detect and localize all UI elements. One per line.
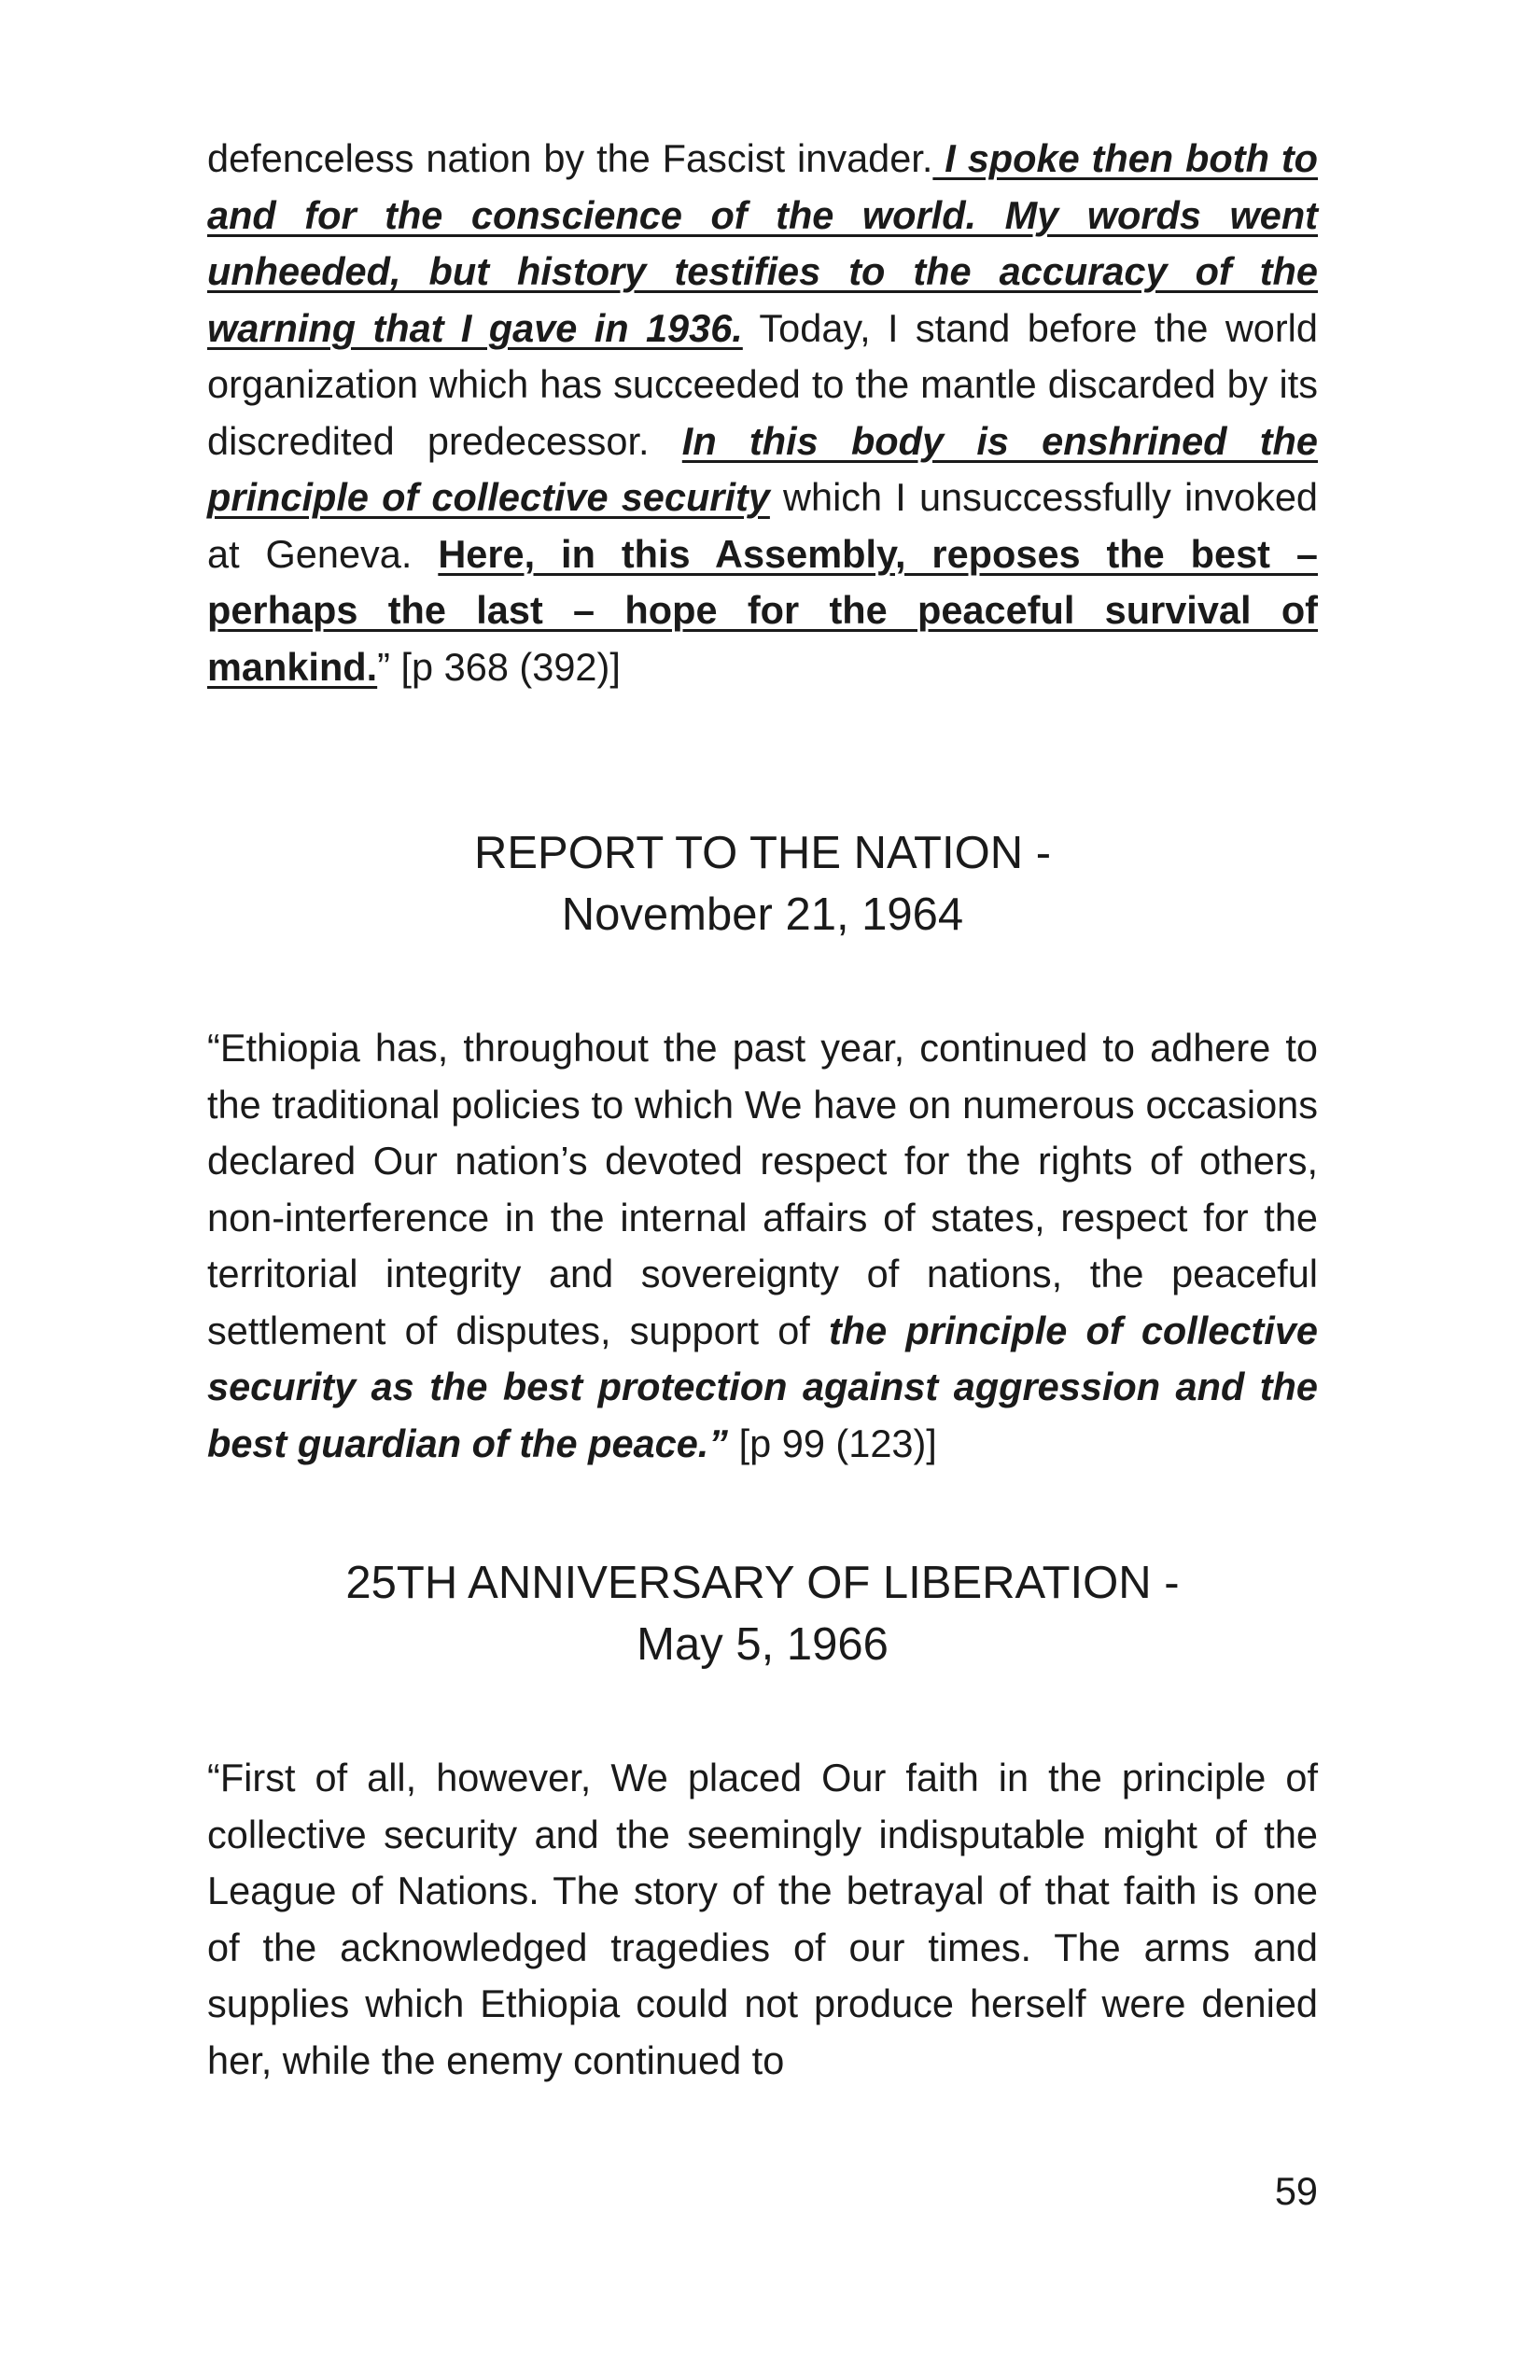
opening-text-plain-1: defenceless nation by the Fascist invader.	[207, 136, 933, 180]
report-text-emphasis: the principle of collective security as the best protection against aggression and the best guardian of the peace.”	[207, 1308, 1318, 1465]
opening-paragraph	[207, 131, 1318, 695]
opening-text-citation: ” [p 368 (392)]	[377, 644, 621, 689]
opening-text-plain-3: which I unsuccessfully invoked at Geneva.	[207, 475, 1319, 576]
report-text-plain: “Ethiopia has, throughout the past year, continued to adhere to the traditional policies to which We have on numerous occasions declared Our nation’s devoted respect for the rights of others, non-interference in the internal affairs of states, respect for the territorial integrity and sovereignty of nations, the peaceful settlement of disputes, support of	[207, 1026, 1318, 1352]
opening-text-plain-2: Today, I stand before the world organization which has succeeded to the mantle discarded by its discredited predecessor.	[207, 305, 1318, 463]
section-title: REPORT TO THE NATION -	[473, 828, 1052, 878]
opening-text-emphasis-1: I spoke then both to and for the conscience of the world. My words went unheeded, but history testifies to the accuracy of the warning that I gave in 1936.	[207, 136, 1318, 350]
anniversary-text: “First of all, however, We placed Our faith in the principle of collective security and the seemingly indisputable might of the League of Nations. The story of the betrayal of that faith is one of the acknowledged tragedies of our times. The arms and supplies which Ethiopia could not produce herself were denied her, while the enemy continued to	[207, 1756, 1318, 2082]
section-date: November 21, 1964	[561, 889, 964, 940]
section-heading-anniversary	[207, 1552, 1318, 1675]
opening-text-emphasis-2: In this body is enshrined the principle of collective security	[207, 418, 1318, 519]
report-text-citation: [p 99 (123)]	[728, 1421, 937, 1465]
section-heading-report-to-the-nation	[207, 822, 1318, 945]
opening-text-emphasis-3: Here, in this Assembly, reposes the best – perhaps the last – hope for the peaceful survival of mankind.	[207, 531, 1318, 689]
report-paragraph	[207, 1020, 1318, 1472]
section-title: 25TH ANNIVERSARY OF LIBERATION -	[345, 1558, 1180, 1608]
section-date: May 5, 1966	[637, 1619, 889, 1670]
anniversary-paragraph	[207, 1750, 1318, 2089]
document-page	[207, 131, 1318, 2089]
page-number: 59	[1274, 2169, 1318, 2213]
